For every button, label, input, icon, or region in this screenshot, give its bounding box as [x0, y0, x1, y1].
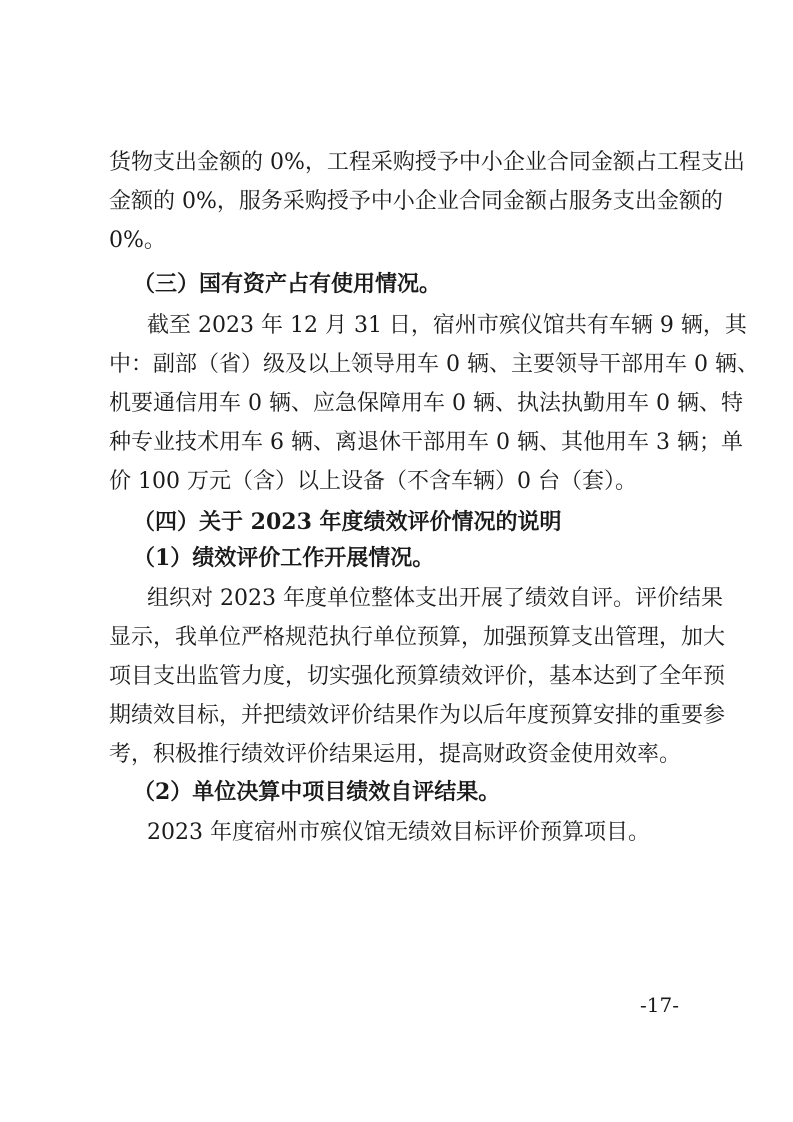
paragraph-2-line-5: 价 100 万元（含）以上设备（不含车辆）0 台（套）。: [109, 469, 637, 494]
paragraph-4: 2023 年度宿州市殡仪馆无绩效目标评价预算项目。: [147, 820, 650, 845]
subheading-1: （1）绩效评价工作开展情况。: [133, 545, 435, 571]
paragraph-3-line-2: 显示，我单位严格规范执行单位预算，加强预算支出管理，加大: [109, 625, 726, 650]
paragraph-1-line-2: 金额的 0%，服务采购授予中小企业合同金额占服务支出金额的: [109, 189, 723, 214]
paragraph-1-line-1: 货物支出金额的 0%，工程采购授予中小企业合同金额占工程支出: [109, 150, 745, 175]
paragraph-2-line-3: 机要通信用车 0 辆、应急保障用车 0 辆、执法执勤用车 0 辆、特: [109, 391, 743, 416]
paragraph-3-line-5: 考，积极推行绩效评价结果运用，提高财政资金使用效率。: [109, 742, 682, 767]
page-number: -17-: [640, 993, 679, 1017]
section-heading-3: （三）国有资产占有使用情况。: [133, 271, 442, 297]
paragraph-2-line-1: 截至 2023 年 12 月 31 日，宿州市殡仪馆共有车辆 9 辆，其: [147, 313, 747, 338]
paragraph-1-line-3: 0%。: [109, 228, 166, 253]
subheading-2: （2）单位决算中项目绩效自评结果。: [133, 779, 501, 805]
section-heading-4: （四）关于 2023 年度绩效评价情况的说明: [133, 509, 562, 535]
paragraph-2-line-4: 种专业技术用车 6 辆、离退休干部用车 0 辆、其他用车 3 辆；单: [109, 430, 743, 455]
paragraph-3-line-3: 项目支出监管力度，切实强化预算绩效评价，基本达到了全年预: [109, 664, 726, 689]
paragraph-2-line-2: 中：副部（省）级及以上领导用车 0 辆、主要领导干部用车 0 辆、: [109, 352, 759, 377]
paragraph-3-line-1: 组织对 2023 年度单位整体支出开展了绩效自评。评价结果: [147, 586, 723, 611]
paragraph-3-line-4: 期绩效目标，并把绩效评价结果作为以后年度预算安排的重要参: [109, 703, 726, 728]
